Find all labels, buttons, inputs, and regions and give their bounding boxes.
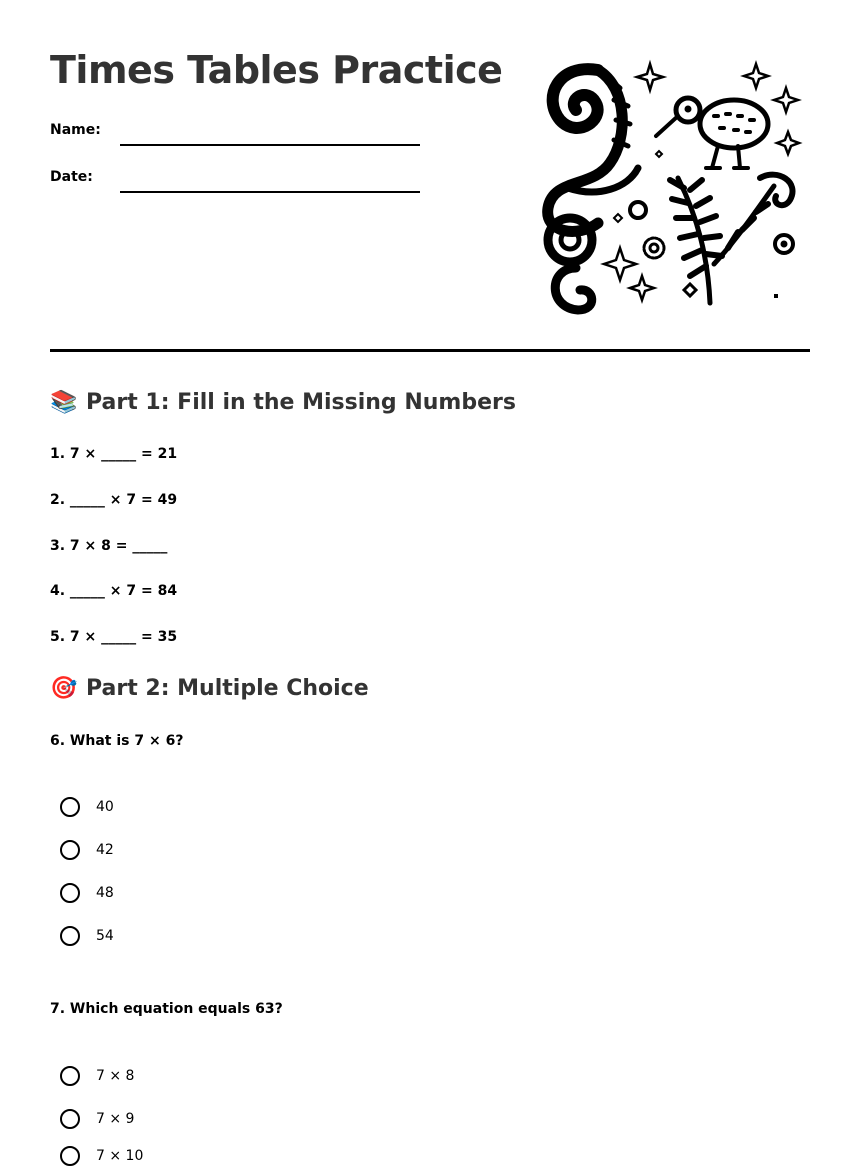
q6-option-c[interactable]	[60, 883, 114, 903]
radio-button[interactable]	[60, 1146, 80, 1166]
part1-heading	[50, 390, 516, 415]
q6-option-a[interactable]	[60, 797, 114, 817]
date-line[interactable]	[120, 191, 420, 193]
q7-option-b[interactable]	[60, 1109, 134, 1129]
q7-option-a[interactable]	[60, 1066, 134, 1086]
option-label: 7 × 8	[96, 1068, 135, 1084]
option-label: 7 × 10	[96, 1148, 144, 1164]
radio-button[interactable]	[60, 926, 80, 946]
question-6: 6. What is 7 × 6?	[50, 733, 184, 749]
page-title: Times Tables Practice	[50, 48, 503, 92]
question-5: 5. 7 × _____ = 35	[50, 629, 178, 645]
spiral-circle	[548, 218, 592, 262]
part2-title: Part 2: Multiple Choice	[86, 676, 369, 701]
koru-spiral-top	[553, 69, 598, 128]
part2-heading	[50, 676, 369, 701]
date-label: Date:	[50, 169, 93, 185]
name-line[interactable]	[120, 144, 420, 146]
name-field	[50, 122, 101, 138]
q6-option-d[interactable]	[60, 926, 114, 946]
radio-button[interactable]	[60, 1066, 80, 1086]
header-divider	[50, 349, 810, 352]
option-label: 40	[96, 799, 114, 815]
question-1: 1. 7 × _____ = 21	[50, 446, 178, 462]
bird-beak	[656, 116, 678, 136]
q6-option-b[interactable]	[60, 840, 114, 860]
star-icon	[637, 64, 663, 90]
radio-button[interactable]	[60, 840, 80, 860]
q7-option-c[interactable]	[60, 1146, 143, 1166]
option-label: 54	[96, 928, 114, 944]
question-4: 4. _____ × 7 = 84	[50, 583, 178, 599]
target-icon: 🎯	[50, 676, 78, 701]
name-label: Name:	[50, 122, 101, 138]
option-label: 48	[96, 885, 114, 901]
radio-button[interactable]	[60, 797, 80, 817]
date-field	[50, 169, 93, 185]
question-2: 2. _____ × 7 = 49	[50, 492, 178, 508]
question-7: 7. Which equation equals 63?	[50, 1001, 283, 1017]
option-label: 7 × 9	[96, 1111, 135, 1127]
question-3: 3. 7 × 8 = _____	[50, 538, 168, 554]
decorative-illustration	[538, 58, 810, 320]
option-label: 42	[96, 842, 114, 858]
radio-button[interactable]	[60, 1109, 80, 1129]
bird-body	[700, 100, 768, 148]
books-icon: 📚	[50, 390, 78, 415]
radio-button[interactable]	[60, 883, 80, 903]
part1-title: Part 1: Fill in the Missing Numbers	[86, 390, 516, 415]
